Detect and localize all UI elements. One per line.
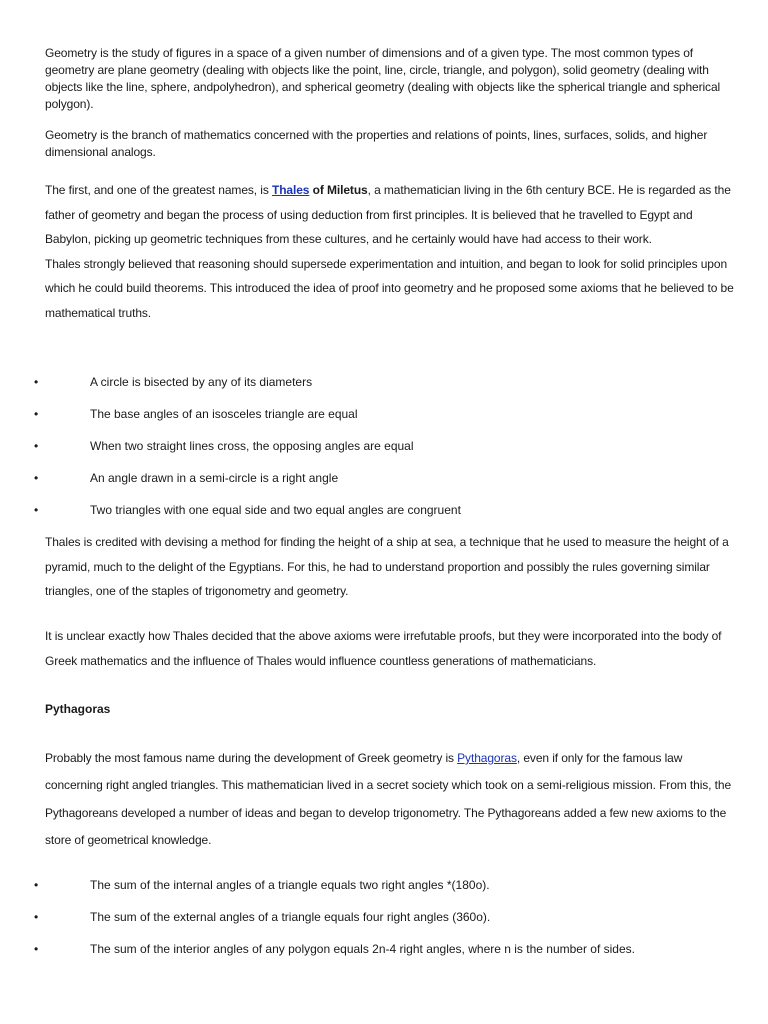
list-item-text: Two triangles with one equal side and two equal angles are congruent — [90, 503, 461, 517]
thales-of-miletus: of Miletus — [309, 183, 368, 197]
paragraph-pythagoras-intro — [45, 745, 735, 854]
bullet-icon: • — [34, 910, 39, 924]
bullet-icon: • — [34, 942, 39, 956]
list-item-text: The sum of the external angles of a triangle equals four right angles (360o). — [90, 910, 491, 924]
pythagoras-intro-post: , even if only for the famous law concerning right angled triangles. This mathematician lived in a secret society which took on a semi-religious mission. From this, the Pythagoreans developed a number of ideas and began to develop trigonometry. The Pythagoreans added a few new axioms to the store of geometrical knowledge. — [45, 751, 732, 847]
section-heading-pythagoras: Pythagoras — [45, 702, 111, 716]
paragraph-geometry-types: Geometry is the study of figures in a space of a given number of dimensions and of a given type. The most common types of geometry are plane geometry (dealing with objects like the point, line, circle, triangle, and polygon), solid geometry (dealing with objects like the line, sphere, andpolyhedron), and spherical geometry (dealing with objects like the spherical triangle and spherical polygon). — [45, 46, 721, 111]
paragraph-thales-pyramid: Thales is credited with devising a method for finding the height of a ship at sea, a technique that he used to measure the height of a pyramid, much to the delight of the Egyptians. For this, he had to understand proportion and possibly the rules governing similar triangles, one of the staples of trigonometry and geometry. — [45, 535, 729, 598]
thales-link[interactable]: Thales — [271, 183, 310, 197]
list-item — [34, 405, 734, 423]
pythagoras-link[interactable]: Pythagoras — [457, 751, 517, 765]
bullet-icon: • — [34, 439, 39, 453]
list-item — [34, 373, 734, 391]
thales-intro-post: , a mathematician living in the 6th century BCE. He is regarded as the father of geometry and began the process of using deduction from first principles. It is believed that he travelled to Egypt and Babylon, picking up geometric techniques from these cultures, and he certainly would have had access to their work. — [45, 183, 731, 246]
list-item-text: The sum of the internal angles of a triangle equals two right angles *(180o). — [90, 878, 490, 892]
list-item — [34, 876, 734, 894]
paragraph-thales-influence: It is unclear exactly how Thales decided that the above axioms were irrefutable proofs, but they were incorporated into the body of Greek mathematics and the influence of Thales would influence countless generations of mathematicians. — [45, 629, 722, 668]
list-item-text: The base angles of an isosceles triangle are equal — [90, 407, 358, 421]
list-item — [34, 469, 734, 487]
list-item-text: The sum of the interior angles of any polygon equals 2n-4 right angles, where n is the number of sides. — [90, 942, 635, 956]
paragraph-thales-reasoning: Thales strongly believed that reasoning should supersede experimentation and intuition, and began to look for solid principles upon which he could build theorems. This introduced the idea of proof into geometry and he proposed some axioms that he believed to be mathematical truths. — [45, 256, 734, 320]
bullet-icon: • — [34, 503, 39, 517]
list-item — [34, 908, 734, 926]
list-item — [34, 940, 734, 958]
paragraph-geometry-definition: Geometry is the branch of mathematics concerned with the properties and relations of points, lines, surfaces, solids, and higher dimensional analogs. — [45, 128, 708, 159]
list-item — [34, 501, 734, 519]
pythagoras-intro-pre: Probably the most famous name during the development of Greek geometry is — [45, 751, 458, 765]
list-item-text: When two straight lines cross, the opposing angles are equal — [90, 439, 414, 453]
bullet-icon: • — [34, 878, 39, 892]
bullet-icon: • — [34, 471, 39, 485]
list-item-text: A circle is bisected by any of its diameters — [90, 375, 313, 389]
bullet-icon: • — [34, 375, 39, 389]
list-item — [34, 437, 734, 455]
thales-intro-pre: The first, and one of the greatest names, is — [45, 183, 272, 197]
bullet-icon: • — [34, 407, 39, 421]
list-item-text: An angle drawn in a semi-circle is a right angle — [90, 471, 339, 485]
paragraph-thales-intro — [45, 178, 735, 325]
